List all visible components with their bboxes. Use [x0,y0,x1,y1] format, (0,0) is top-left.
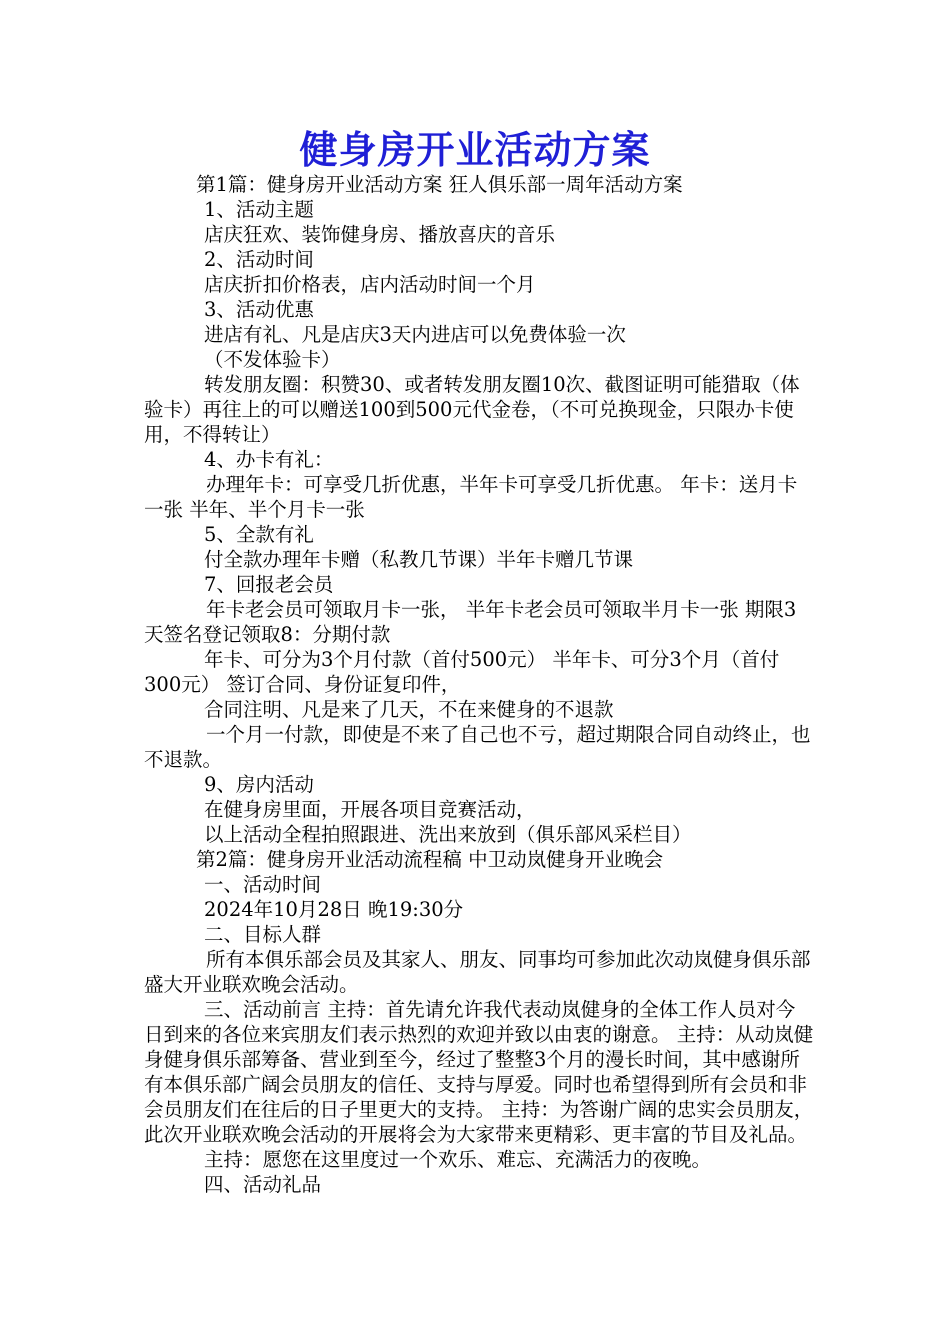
document-body [144,172,814,1197]
paragraph: 年卡老会员可领取月卡一张， 半年卡老会员可领取半月卡一张 期限3天签名登记领取8：分期付款 [144,598,797,646]
paragraph: 9、房内活动 [204,773,314,796]
paragraph: 3、活动优惠 [204,298,314,321]
paragraph: 5、全款有礼 [204,523,314,546]
paragraph: 一个月一付款，即使是不来了自己也不亏，超过期限合同自动终止，也不退款。 [144,723,811,771]
paragraph: 2、活动时间 [204,248,314,271]
paragraph: 1、活动主题 [204,198,314,221]
paragraph: （不发体验卡） [204,348,341,371]
section-heading-1: 第1篇：健身房开业活动方案 狂人俱乐部一周年活动方案 [196,173,683,196]
paragraph: 7、回报老会员 [204,573,334,596]
document-title: 健身房开业活动方案 [299,127,651,172]
paragraph: 合同注明、凡是来了几天，不在来健身的不退款 [204,698,614,721]
paragraph: 四、活动礼品 [204,1173,322,1196]
paragraph: 以上活动全程拍照跟进、洗出来放到（俱乐部风采栏目） [204,823,692,846]
paragraph: 一、活动时间 [204,873,322,896]
paragraph: 年卡、可分为3个月付款（首付500元） 半年卡、可分3个月（首付300元） 签订合同、身份证复印件， [144,648,780,696]
paragraph: 办理年卡：可享受几折优惠，半年卡可享受几折优惠。 年卡：送月卡一张 半年、半个月卡一张 [144,473,798,521]
section-heading-2: 第2篇：健身房开业活动流程稿 中卫动岚健身开业晚会 [196,848,664,871]
paragraph: 店庆狂欢、装饰健身房、播放喜庆的音乐 [204,223,556,246]
paragraph: 所有本俱乐部会员及其家人、朋友、同事均可参加此次动岚健身俱乐部盛大开业联欢晚会活动。 [144,948,811,996]
paragraph: 转发朋友圈：积赞30、或者转发朋友圈10次、截图证明可能猎取（体验卡）再往上的可以赠送100到500元代金卷，（不可兑换现金，只限办卡使用，不得转让） [144,373,800,446]
paragraph: 2024年10月28日 晚19:30分 [204,898,464,921]
paragraph: 在健身房里面，开展各项目竞赛活动， [204,798,536,821]
paragraph: 主持：愿您在这里度过一个欢乐、难忘、充满活力的夜晚。 [204,1148,712,1171]
paragraph: 4、办卡有礼： [204,448,334,471]
paragraph: 进店有礼、凡是店庆3天内进店可以免费体验一次 [204,323,626,346]
paragraph: 店庆折扣价格表，店内活动时间一个月 [204,273,536,296]
paragraph: 三、活动前言 主持：首先请允许我代表动岚健身的全体工作人员对今日到来的各位来宾朋友们表示热烈的欢迎并致以由衷的谢意。 主持：从动岚健身健身俱乐部筹备、营业到至今，经过了整整3个月的漫长时间，其中感谢所有本俱乐部广阔会员朋友的信任、支持与厚爱。同时也希望得到所有会员和非会员朋友们在往后的日子里更大的支持。 主持：为答谢广阔的忠实会员朋友，此次开业联欢晚会活动的开展将会为大家带来更精彩、更丰富的节目及礼品。 [144,998,814,1146]
paragraph: 二、目标人群 [204,923,322,946]
paragraph: 付全款办理年卡赠（私教几节课）半年卡赠几节课 [204,548,634,571]
